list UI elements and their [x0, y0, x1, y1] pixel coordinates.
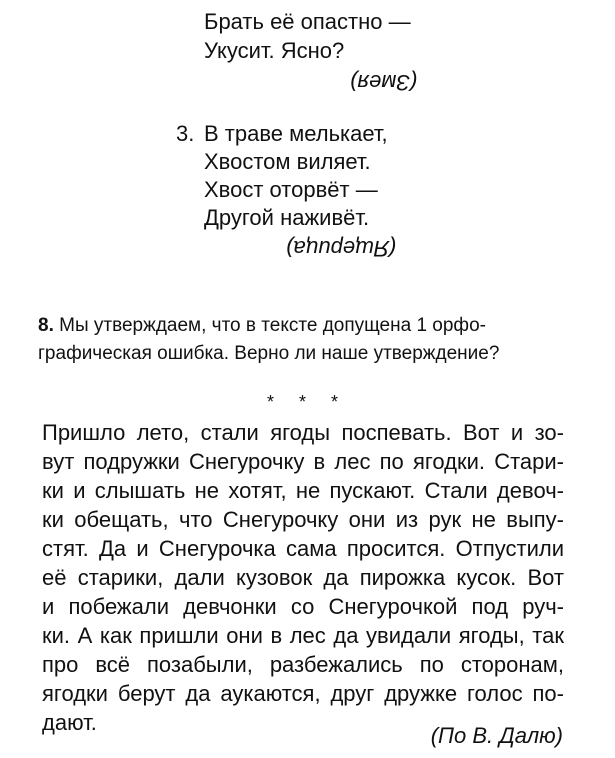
prose-line: ки. А как пришли они в лес да увидали ягоды, так — [42, 623, 564, 648]
prose-line: стят. Да и Снегурочка сама просится. Отпустили — [42, 536, 564, 561]
prose-line: её старики, дали кузовок да пирожка кусок. Вот — [42, 565, 564, 590]
poem2-line-1: В траве мелькает, — [204, 121, 388, 146]
task-text-2: графическая ошибка. Верно ли наше утверждение? — [38, 343, 500, 364]
source-attribution: (По В. Далю) — [430, 723, 563, 748]
prose-text — [42, 418, 564, 737]
prose-line: ягодки берут да аукаются, друг дружке голос по- — [42, 681, 564, 706]
task-text-1: Мы утверждаем, что в тексте допущена 1 орфо- — [59, 315, 486, 336]
poem2-answer-text: (Ящерица) — [286, 236, 397, 261]
poem2-line-4: Другой наживёт. — [204, 205, 370, 230]
prose-line: Пришло лето, стали ягоды поспевать. Вот и зо- — [42, 420, 564, 445]
prose-line: ки обещать, что Снегурочку они из рук не выпу- — [42, 507, 564, 532]
prose-line: про всё позабыли, разбежались по сторонам, — [42, 652, 564, 677]
prose-line: дают. — [42, 710, 97, 735]
poem1-line-1: Брать её опастно — — [204, 9, 411, 34]
poem2-line-3: Хвост оторвёт — — [204, 177, 378, 202]
poem1-answer-text: (Змея) — [350, 70, 418, 95]
poem2-answer — [286, 234, 396, 262]
task-8 — [38, 312, 578, 368]
poem1-answer — [350, 68, 417, 96]
section-separator: * * * — [266, 392, 349, 412]
prose-line: вут подружки Снегурочку в лес по ягодки. Стари- — [42, 449, 564, 474]
poem1-line-2: Укусит. Ясно? — [204, 38, 345, 63]
task-number: 8. — [38, 315, 54, 336]
task-line-1 — [38, 312, 578, 340]
poem2-number: 3. — [176, 121, 195, 146]
poem2-line-2: Хвостом виляет. — [204, 149, 371, 174]
prose-line: ки и слышать не хотят, не пускают. Стали девоч- — [42, 478, 564, 503]
prose-line: и побежали девчонки со Снегурочкой под руч- — [42, 594, 564, 619]
